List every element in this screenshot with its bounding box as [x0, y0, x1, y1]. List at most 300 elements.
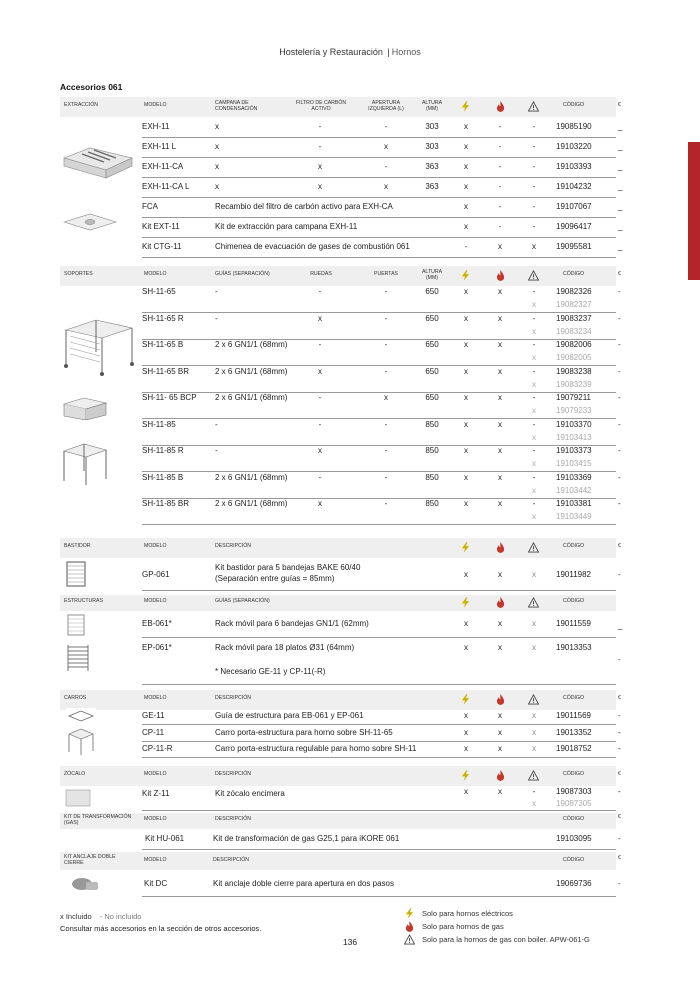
col-filtro: FILTRO DE CARBÓN ACTIVO	[295, 100, 347, 112]
cell-precio: -	[618, 366, 621, 376]
cell-gas: -	[498, 142, 502, 151]
cell-codigo: 19107067	[556, 202, 592, 211]
cell-altura: 850	[425, 499, 439, 508]
cell-ruedas: x	[318, 499, 322, 508]
col-modelo: MODELO	[144, 271, 167, 277]
cell-puertas: -	[384, 472, 388, 482]
cell-precio: -	[618, 340, 621, 349]
table-row	[142, 638, 621, 685]
header-separator: |	[387, 47, 390, 57]
col-descripcion: DESCRIPCIÓN	[215, 695, 252, 701]
cell-codigo: 19013353	[556, 643, 592, 652]
cell-boiler: x	[532, 619, 536, 628]
cell-precio: _	[618, 222, 623, 231]
cell-electric: x	[464, 727, 468, 737]
cell-modelo: SH-11-65 R	[142, 313, 184, 323]
cell-descripcion: Kit de transformación de gas G25,1 para iKORE 061	[213, 834, 400, 843]
cell-puertas: -	[384, 366, 388, 376]
section-anclaje	[60, 852, 621, 898]
cell-modelo: EXH-11-CA	[142, 162, 184, 171]
cell-codigo: 19069736	[556, 879, 592, 888]
cell-puertas: x	[384, 393, 388, 402]
cell-altura: 850	[425, 419, 439, 429]
cell-boiler-2: x	[532, 300, 536, 309]
hood-image	[60, 142, 136, 182]
cell-campana: x	[215, 122, 219, 131]
section-bastidor	[60, 538, 621, 590]
legend-boiler: Solo para la hornos de gas con boiler. APW-061-G	[422, 935, 590, 944]
cell-precio: _	[618, 242, 623, 251]
cell-gas: x	[498, 393, 502, 402]
cell-precio: -	[618, 787, 621, 796]
section-name: SOPORTES	[64, 271, 93, 277]
cell-boiler-2: x	[532, 432, 536, 442]
cell-gas: x	[498, 570, 502, 579]
cell-boiler: -	[532, 366, 536, 376]
lightning-bolt-icon	[461, 597, 470, 608]
cell-precio: -	[618, 879, 621, 888]
cell-boiler-2: x	[532, 459, 536, 468]
cell-electric: x	[464, 787, 468, 796]
carro-image	[66, 726, 96, 756]
table-row	[142, 829, 621, 850]
cell-codigo: 19104232	[556, 182, 592, 191]
cell-campana: x	[215, 142, 219, 151]
cell-electric: x	[464, 366, 468, 376]
table-row	[142, 874, 621, 897]
col-modelo: MODELO	[144, 598, 167, 604]
cell-campana: x	[215, 162, 219, 171]
col-descripcion: DESCRIPCIÓN	[215, 771, 252, 777]
cell-modelo: EXH-11	[142, 122, 170, 131]
section-extraccion	[60, 97, 623, 262]
cell-precio: _	[618, 122, 623, 131]
stand-bcp-image	[60, 396, 110, 420]
cell-boiler-2: x	[532, 799, 536, 808]
cell-puertas: -	[384, 446, 388, 455]
flame-icon	[405, 921, 414, 932]
cell-boiler: -	[532, 340, 536, 349]
col-euro: €	[618, 771, 621, 777]
cell-descripcion: Carro porta-estructura para horno sobre SH-11-65	[215, 727, 393, 737]
cell-boiler: x	[532, 727, 536, 737]
flame-icon	[496, 542, 505, 553]
table-row	[142, 611, 623, 638]
section-name: CARROS	[64, 695, 87, 701]
cell-codigo: 19018752	[556, 744, 592, 753]
cell-gas: x	[498, 787, 502, 796]
legend-note: Consultar más accesorios en la sección de otros accesorios.	[60, 924, 262, 933]
cell-gas: x	[498, 727, 502, 737]
cell-guias: 2 x 6 GN1/1 (68mm)	[215, 366, 288, 376]
cell-ruedas: x	[318, 313, 322, 323]
cell-modelo: EP-061*	[142, 643, 172, 652]
table-row	[142, 157, 623, 178]
table-row	[142, 708, 621, 725]
cell-boiler: x	[532, 643, 536, 652]
col-apertura: APERTURA IZQUIERDA (L)	[368, 100, 404, 112]
cell-codigo: 19103373	[556, 446, 592, 455]
flame-icon	[496, 270, 505, 281]
warning-triangle-icon	[528, 694, 539, 705]
cell-precio: _	[618, 162, 623, 171]
cell-puertas: -	[384, 313, 388, 323]
cell-precio: -	[618, 711, 621, 720]
cell-boiler: -	[532, 472, 536, 482]
col-modelo: MODELO	[144, 102, 167, 108]
cell-electric: -	[464, 242, 468, 251]
col-codigo: CÓDIGO	[563, 543, 585, 549]
cell-gas: x	[498, 472, 502, 482]
cell-ruedas: -	[318, 287, 322, 296]
cell-codigo-2: 19103449	[556, 512, 592, 521]
cell-modelo: EB-061*	[142, 619, 172, 628]
col-modelo: MODELO	[144, 857, 167, 863]
cell-precio: -	[618, 499, 621, 508]
cell-codigo: 19096417	[556, 222, 592, 231]
cell-ruedas: -	[318, 340, 322, 349]
header-section: Hornos	[391, 47, 421, 57]
kit-ext-image	[60, 211, 120, 233]
cell-boiler: -	[532, 287, 536, 296]
cell-codigo: 19083237	[556, 313, 592, 323]
col-codigo: CÓDIGO	[563, 771, 585, 777]
cell-gas: x	[498, 711, 502, 720]
col-euro: €	[618, 543, 621, 549]
cell-precio: -	[618, 287, 621, 296]
cell-modelo: Kit HU-061	[145, 834, 185, 843]
cell-guias: -	[215, 446, 218, 455]
cell-codigo: 19011569	[556, 711, 591, 720]
cell-codigo-2: 19079233	[556, 406, 592, 415]
section-transformacion	[60, 813, 621, 849]
cell-codigo: 19103370	[556, 419, 592, 429]
page-title: Accesorios 061	[60, 82, 123, 92]
cell-gas: x	[498, 242, 502, 251]
cell-altura: 850	[425, 446, 439, 455]
cell-precio: -	[618, 313, 621, 323]
guia-image	[66, 708, 96, 724]
cell-puertas: -	[384, 287, 388, 296]
cell-boiler: -	[532, 313, 536, 323]
col-modelo: MODELO	[144, 771, 167, 777]
col-euro: €	[618, 102, 621, 108]
cell-electric: x	[464, 202, 468, 211]
cell-precio: _	[618, 182, 623, 191]
cell-descripcion-2: (Separación entre guías = 85mm)	[215, 574, 335, 583]
cell-gas: x	[498, 499, 502, 508]
cell-boiler-2: x	[532, 353, 536, 362]
cell-modelo: SH-11-65	[142, 287, 176, 296]
table-row	[142, 137, 623, 158]
cell-codigo-2: 19082005	[556, 353, 592, 362]
section-name: KIT ANCLAJE DOBLE CIERRE	[64, 854, 116, 866]
cell-precio: -	[618, 727, 621, 737]
cell-ruedas: x	[318, 446, 322, 455]
cell-filtro: x	[318, 162, 322, 171]
cell-precio: -	[618, 446, 621, 455]
cell-gas: x	[498, 287, 502, 296]
flame-icon	[496, 101, 505, 112]
cell-boiler: -	[532, 222, 536, 231]
cell-codigo: 19079211	[556, 393, 591, 402]
cell-boiler: -	[532, 122, 536, 131]
table-header	[60, 813, 621, 829]
cell-codigo: 19103369	[556, 472, 592, 482]
cell-precio: -	[618, 744, 621, 753]
flame-icon	[496, 694, 505, 705]
col-modelo: MODELO	[144, 695, 167, 701]
cell-gas: x	[498, 366, 502, 376]
cell-gas: -	[498, 222, 502, 231]
table-row	[142, 117, 623, 138]
col-puertas: PUERTAS	[373, 271, 399, 277]
cell-electric: x	[464, 182, 468, 191]
cell-codigo-2: 19103442	[556, 485, 592, 495]
cell-boiler: -	[532, 787, 536, 796]
header-brand: Hostelería y Restauración	[279, 47, 383, 57]
cell-boiler: x	[532, 744, 536, 753]
col-euro: €	[618, 695, 621, 701]
table-row	[142, 786, 621, 811]
cell-apertura: -	[384, 162, 388, 171]
lightning-bolt-icon	[461, 542, 470, 553]
cell-apertura: x	[384, 142, 388, 151]
cell-altura: 650	[425, 393, 439, 402]
cell-boiler: x	[532, 242, 536, 251]
cell-codigo: 19013352	[556, 727, 592, 737]
cell-codigo: 19103220	[556, 142, 592, 151]
cell-filtro: x	[318, 182, 322, 191]
cell-gas: x	[498, 313, 502, 323]
warning-triangle-icon	[528, 770, 539, 781]
table-header	[60, 97, 621, 117]
estructuras-note: * Necesario GE-11 y CP-11(-R)	[215, 667, 326, 676]
cell-descripcion: Kit zócalo encimera	[215, 789, 285, 798]
anclaje-image	[68, 872, 100, 896]
cell-ruedas: -	[318, 419, 322, 429]
cell-modelo: SH-11- 65 BCP	[142, 393, 197, 402]
cell-modelo: CP-11	[142, 727, 165, 737]
col-codigo: CÓDIGO	[563, 816, 585, 822]
cell-precio: _	[618, 142, 623, 151]
cell-altura: 363	[425, 182, 439, 191]
section-tab-marker	[688, 142, 700, 280]
rack-gn-image	[64, 613, 88, 637]
cell-boiler: x	[532, 711, 536, 720]
table-row	[142, 217, 623, 238]
warning-triangle-icon	[528, 101, 539, 112]
table-header	[60, 538, 621, 558]
cell-precio: _	[618, 202, 623, 211]
section-name: EXTRACCIÓN	[64, 102, 99, 108]
cell-gas: -	[498, 162, 502, 171]
cell-precio: -	[618, 570, 621, 579]
col-codigo: CÓDIGO	[563, 857, 585, 863]
cell-electric: x	[464, 340, 468, 349]
table-header	[60, 852, 621, 870]
table-row	[142, 741, 621, 758]
page-header	[0, 47, 700, 57]
legend-gas: Solo para hornos de gas	[422, 922, 504, 931]
cell-boiler: x	[532, 570, 536, 579]
cell-boiler: -	[532, 142, 536, 151]
cell-altura: 650	[425, 287, 439, 296]
cell-modelo: SH-11-85	[142, 419, 176, 429]
cell-boiler: -	[532, 202, 536, 211]
cell-boiler: -	[532, 419, 536, 429]
cell-precio: -	[618, 834, 621, 843]
cell-electric: x	[464, 643, 468, 652]
table-row	[142, 177, 623, 198]
cell-boiler: -	[532, 446, 536, 455]
cell-electric: x	[464, 744, 468, 753]
cell-modelo: EXH-11 L	[142, 142, 177, 151]
cell-ruedas: -	[318, 472, 322, 482]
cell-modelo: SH-11-85 B	[142, 472, 184, 482]
cell-guias: 2 x 6 GN1/1 (68mm)	[215, 340, 288, 349]
cell-codigo: 19011559	[556, 619, 591, 628]
cell-codigo-2: 19083234	[556, 326, 592, 336]
col-codigo: CÓDIGO	[563, 102, 585, 108]
cell-boiler-2: x	[532, 512, 536, 521]
cell-modelo: SH-11-85 R	[142, 446, 184, 455]
cell-descripcion: Chimenea de evacuación de gases de combustión 061	[215, 242, 410, 251]
cell-modelo: Kit Z-11	[142, 789, 170, 798]
flame-icon	[496, 597, 505, 608]
cell-modelo: SH-11-65 BR	[142, 366, 189, 376]
cell-codigo: 19085190	[556, 122, 592, 131]
cell-descripcion: Guía de estructura para EB-061 y EP-061	[215, 711, 364, 720]
cell-electric: x	[464, 472, 468, 482]
cell-descripcion: Carro porta-estructura regulable para horno sobre SH-11	[215, 744, 417, 753]
rack-platos-image	[64, 643, 92, 673]
cell-altura: 850	[425, 472, 439, 482]
cell-modelo: FCA	[142, 202, 158, 211]
cell-boiler: -	[532, 393, 536, 402]
cell-gas: x	[498, 619, 502, 628]
section-soportes	[60, 266, 621, 536]
cell-precio: -	[618, 655, 621, 664]
cell-puertas: -	[384, 499, 388, 508]
col-ruedas: RUEDAS	[310, 271, 332, 277]
cell-altura: 303	[425, 122, 439, 131]
cell-boiler: -	[532, 162, 536, 171]
table-row	[142, 560, 621, 591]
col-euro: €	[618, 855, 621, 861]
cell-altura: 303	[425, 142, 439, 151]
lightning-bolt-icon	[461, 770, 470, 781]
cell-codigo-2: 19103415	[556, 459, 592, 468]
cell-electric: x	[464, 619, 468, 628]
col-modelo: MODELO	[144, 543, 167, 549]
cell-codigo: 19011982	[556, 570, 591, 579]
cell-precio: -	[618, 419, 621, 429]
cell-precio: -	[618, 393, 621, 402]
cell-gas: -	[498, 182, 502, 191]
lightning-bolt-icon	[461, 270, 470, 281]
cell-modelo: Kit CTG-11	[142, 242, 182, 251]
cell-guias: -	[215, 419, 218, 429]
col-modelo: MODELO	[144, 816, 167, 822]
cell-puertas: -	[384, 419, 388, 429]
section-estructuras	[60, 595, 623, 687]
cell-boiler-2: x	[532, 326, 536, 336]
cell-gas: x	[498, 643, 502, 652]
section-name: BASTIDOR	[64, 543, 91, 549]
cell-codigo: 19095581	[556, 242, 592, 251]
cell-gas: -	[498, 122, 502, 131]
cell-electric: x	[464, 419, 468, 429]
table-header	[60, 690, 621, 710]
table-row	[142, 498, 621, 525]
zocalo-image	[64, 788, 92, 808]
page-number: 136	[342, 937, 358, 947]
cell-altura: 650	[425, 340, 439, 349]
cell-electric: x	[464, 711, 468, 720]
cell-codigo: 19103393	[556, 162, 592, 171]
stand-650-image	[60, 316, 138, 376]
warning-triangle-icon	[528, 542, 539, 553]
cell-codigo-2: 19082327	[556, 300, 592, 309]
cell-ruedas: -	[318, 393, 322, 402]
cell-modelo: CP-11-R	[142, 744, 173, 753]
cell-modelo: EXH-11-CA L	[142, 182, 190, 191]
legend-electric: Solo para hornos eléctricos	[422, 909, 513, 918]
cell-boiler-2: x	[532, 406, 536, 415]
legend-included: x Incluido	[60, 912, 92, 921]
cell-electric: x	[464, 446, 468, 455]
cell-campana: x	[215, 182, 219, 191]
section-name: KIT DE TRANSFORMACIÓN (GAS)	[64, 814, 132, 826]
cell-precio: _	[618, 621, 623, 630]
cell-codigo: 19082326	[556, 287, 592, 296]
cell-electric: x	[464, 393, 468, 402]
flame-icon	[496, 770, 505, 781]
lightning-bolt-icon	[405, 908, 414, 919]
cell-electric: x	[464, 142, 468, 151]
cell-codigo-2: 19083239	[556, 379, 592, 389]
section-carros	[60, 690, 621, 760]
cell-descripcion: Kit anclaje doble cierre para apertura en dos pasos	[213, 879, 394, 888]
cell-codigo: 19087303	[556, 787, 592, 796]
col-descripcion: GUÍAS (SEPARACIÓN)	[215, 598, 270, 604]
cell-codigo-2: 19103413	[556, 432, 592, 442]
cell-electric: x	[464, 570, 468, 579]
cell-altura: 650	[425, 313, 439, 323]
cell-modelo: Kit EXT-11	[142, 222, 180, 231]
section-zocalo	[60, 766, 621, 810]
col-descripcion: DESCRIPCIÓN	[213, 857, 250, 863]
cell-codigo: 19083238	[556, 366, 592, 376]
cell-modelo: GE-11	[142, 711, 165, 720]
cell-boiler: -	[532, 499, 536, 508]
col-euro: €	[618, 814, 621, 820]
cell-gas: x	[498, 340, 502, 349]
cell-modelo: SH-11-85 BR	[142, 499, 189, 508]
cell-modelo: Kit DC	[144, 879, 168, 888]
cell-filtro: -	[318, 142, 322, 151]
col-codigo: CÓDIGO	[563, 271, 585, 277]
section-name: ESTRUCTURAS	[64, 598, 103, 604]
table-row	[142, 237, 623, 258]
cell-electric: x	[464, 499, 468, 508]
cell-precio: -	[618, 472, 621, 482]
table-row	[142, 725, 621, 742]
col-altura: ALTURA (MM)	[421, 269, 443, 281]
legend-not-included: - No incluido	[99, 912, 142, 921]
cell-descripcion: Rack móvil para 18 platos Ø31 (64mm)	[215, 643, 355, 652]
